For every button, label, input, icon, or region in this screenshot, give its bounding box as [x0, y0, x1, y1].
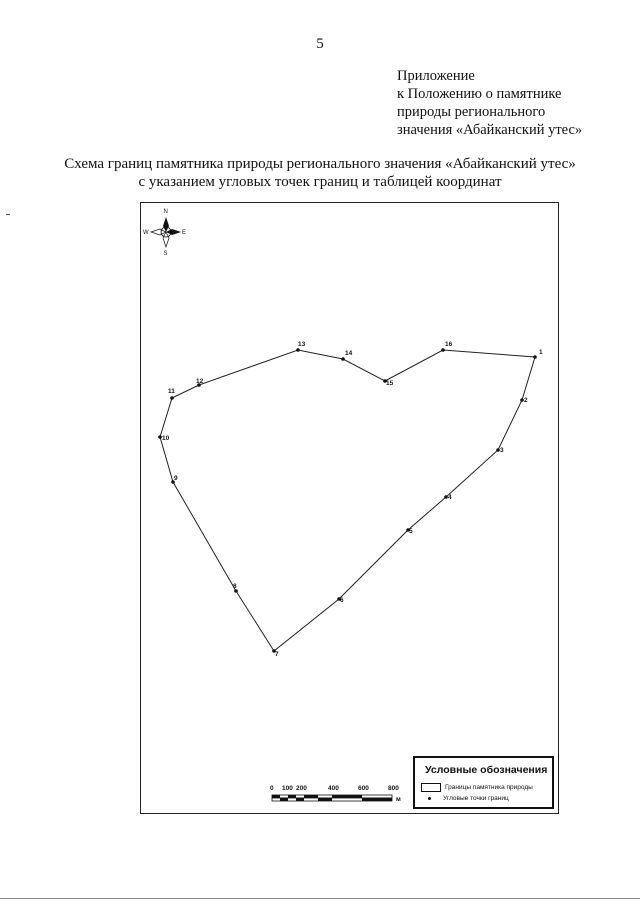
point-swatch-icon — [421, 795, 439, 802]
corner-point-label: 8 — [233, 583, 237, 590]
boundary-polygon — [160, 350, 535, 651]
scale-tick-label: 0 — [270, 785, 274, 792]
compass-e: E — [182, 230, 187, 236]
corner-point-label: 12 — [196, 378, 204, 385]
map-legend — [413, 756, 554, 809]
corner-point-marker — [296, 348, 300, 352]
legend-points-label: Угловые точки границ — [443, 795, 509, 802]
corner-point-label: 5 — [409, 528, 413, 535]
title-line-2: с указанием угловых точек границ и таблицей координат — [138, 174, 502, 190]
compass-rose-icon — [143, 209, 186, 257]
scale-tick-label: 400 — [328, 785, 339, 792]
corner-point-label: 13 — [298, 341, 306, 348]
page-bottom-edge — [0, 898, 640, 899]
scale-bar — [270, 785, 401, 803]
title-line-1: Схема границ памятника природы регионального значения «Абайканский утес» — [64, 156, 576, 172]
corner-point-label: 4 — [448, 494, 452, 501]
corner-point-marker — [533, 355, 537, 359]
legend-row-points — [421, 795, 509, 802]
corner-point-label: 7 — [275, 651, 279, 658]
appendix-line: Приложение — [397, 68, 475, 84]
legend-title: Условные обозначения — [425, 764, 548, 776]
boundary-swatch-icon — [421, 783, 441, 792]
corner-point-label: 9 — [174, 475, 178, 482]
corner-point-label: 15 — [386, 380, 394, 387]
corner-point-label: 16 — [445, 341, 453, 348]
corner-point-label: 3 — [500, 447, 504, 454]
scale-unit: м — [396, 796, 401, 803]
corner-point-label: 1 — [539, 349, 543, 356]
corner-points — [158, 341, 543, 658]
corner-point-marker — [441, 348, 445, 352]
compass-s: S — [163, 251, 168, 257]
corner-point-label: 6 — [340, 597, 344, 604]
appendix-line: значения «Абайканский утес» — [397, 122, 583, 138]
corner-point-label: 14 — [345, 350, 353, 357]
appendix-line: природы регионального — [397, 104, 546, 120]
corner-point-marker — [170, 396, 174, 400]
scale-tick-label: 100 — [282, 785, 293, 792]
scale-tick-label: 800 — [388, 785, 399, 792]
scale-tick-label: 600 — [358, 785, 369, 792]
compass-n: N — [163, 209, 168, 215]
corner-point-label: 10 — [162, 435, 170, 442]
compass-w: W — [143, 230, 149, 236]
corner-point-label: 2 — [524, 397, 528, 404]
corner-point-label: 11 — [168, 388, 175, 395]
page-number: 5 — [316, 36, 324, 52]
legend-boundary-label: Границы памятника природы — [445, 784, 533, 791]
scale-tick-label: 200 — [296, 785, 307, 792]
legend-row-boundary — [421, 783, 533, 792]
appendix-line: к Положению о памятнике — [397, 86, 562, 102]
corner-point-marker — [341, 357, 345, 361]
